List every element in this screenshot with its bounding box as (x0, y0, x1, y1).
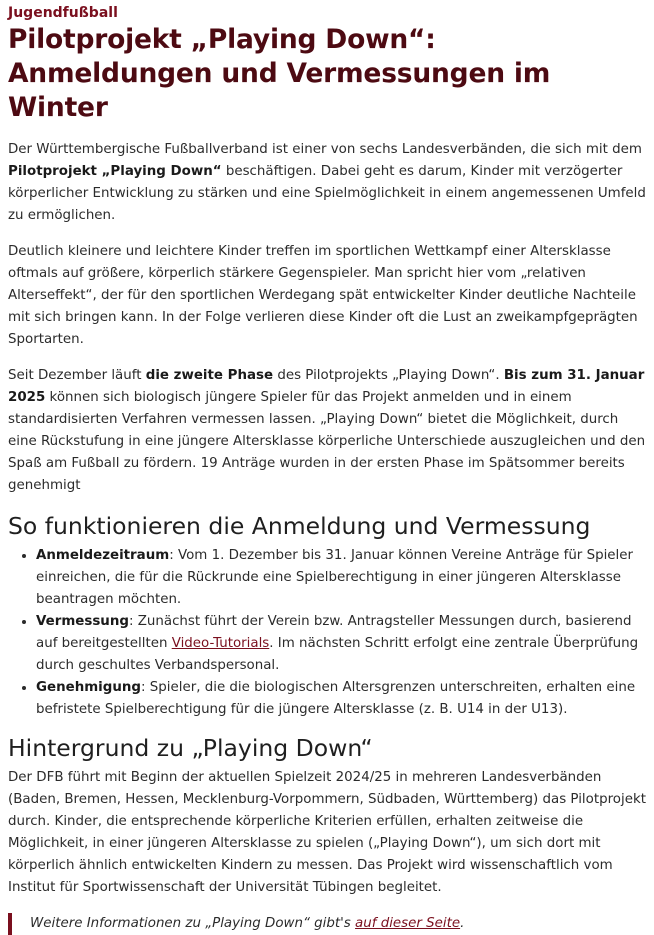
article-kicker: Jugendfußball (8, 5, 118, 21)
paragraph-3 (8, 365, 648, 497)
list-item (36, 545, 648, 611)
info-quote (8, 913, 648, 935)
section-heading-registration: So funktionieren die Anmeldung und Vermessung (8, 512, 591, 540)
list-item-label: Vermessung (36, 614, 129, 629)
registration-list (8, 545, 648, 721)
p3-text-3: können sich biologisch jüngere Spieler für das Projekt anmelden und in einem standardisierten Verfahren vermessen lassen. „Playing Down“ bietet die Möglichkeit, durch eine Rückstufung in eine jüngere Altersklasse körperliche Unterschiede auszugleichen und den Spaß am Fußball zu fördern. 19 Anträge wurden in der ersten Phase im Spätsommer bereits genehmigt (8, 390, 646, 493)
list-item-text: : Spieler, die die biologischen Altersgrenzen unterschreiten, erhalten eine befristete Spielberechtigung für die jüngere Altersklasse (z. B. U14 in der U13). (36, 680, 636, 717)
intro-text-2: beschäftigen. Dabei geht es darum, Kinder mit verzögerter körperlicher Entwicklung zu stärken und eine Spielmöglichkeit in einem angemessenen Umfeld zu ermöglichen. (8, 164, 646, 223)
list-item-label: Anmeldezeitraum (36, 548, 170, 563)
more-info-link[interactable]: auf dieser Seite (355, 916, 461, 931)
p3-text-1: Seit Dezember läuft (8, 368, 146, 383)
article-title: Pilotprojekt „Playing Down“: Anmeldungen und Vermessungen im Winter (8, 24, 551, 123)
intro-text-1: Der Württembergische Fußballverband ist einer von sechs Landesverbänden, die sich mit dem (8, 142, 642, 157)
video-tutorials-link[interactable]: Video-Tutorials (171, 636, 270, 651)
p3-text-2: des Pilotprojekts „Playing Down“. (273, 368, 504, 383)
intro-paragraph (8, 139, 648, 227)
list-item (36, 611, 648, 677)
list-item (36, 677, 648, 721)
article (8, 4, 648, 935)
paragraph-2: Deutlich kleinere und leichtere Kinder treffen im sportlichen Wettkampf einer Altersklasse oftmals auf größere, körperlich stärkere Gegenspieler. Man spricht hier vom „relativen Alterseffekt“, der für den sportlichen Werdegang spät entwickelter Kinder deutliche Nachteile mit sich bringen kann. In der Folge verlieren diese Kinder oft die Lust an zweikampfgeprägten Sportarten. (8, 244, 638, 347)
background-paragraph: Der DFB führt mit Beginn der aktuellen Spielzeit 2024/25 in mehreren Landesverbänden (Baden, Bremen, Hessen, Mecklenburg-Vorpommern, Südbaden, Württemberg) das Pilotprojekt durch. Kinder, die entsprechende körperliche Kriterien erfüllen, erhalten zeitweise die Möglichkeit, in einer jüngeren Altersklasse zu spielen („Playing Down“), um sich dort mit körperlich ähnlich entwickelten Kindern zu messen. Das Projekt wird wissenschaftlich vom Institut für Sportwissenschaft der Universität Tübingen begleitet. (8, 770, 646, 895)
p3-bold-2: Bis zum 31. Januar 2025 (8, 368, 645, 405)
section-heading-background: Hintergrund zu „Playing Down“ (8, 734, 373, 762)
quote-end: . (460, 916, 465, 931)
intro-bold: Pilotprojekt „Playing Down“ (8, 164, 222, 179)
p3-bold-1: die zweite Phase (145, 368, 274, 383)
list-item-text: . Im nächsten Schritt erfolgt eine zentrale Überprüfung durch geschultes Verbandspersonal. (36, 636, 639, 673)
list-item-text: : Vom 1. Dezember bis 31. Januar können Vereine Anträge für Spieler einreichen, die für die Rückrunde eine Spielberechtigung in einer jüngeren Altersklasse beantragen möchten. (36, 548, 633, 607)
list-item-label: Genehmigung (36, 680, 142, 695)
list-item-text: : Zunächst führt der Verein bzw. Antragsteller Messungen durch, basierend auf bereitgestellten (36, 614, 632, 651)
quote-text: Weitere Informationen zu „Playing Down“ gibt's (30, 916, 356, 931)
